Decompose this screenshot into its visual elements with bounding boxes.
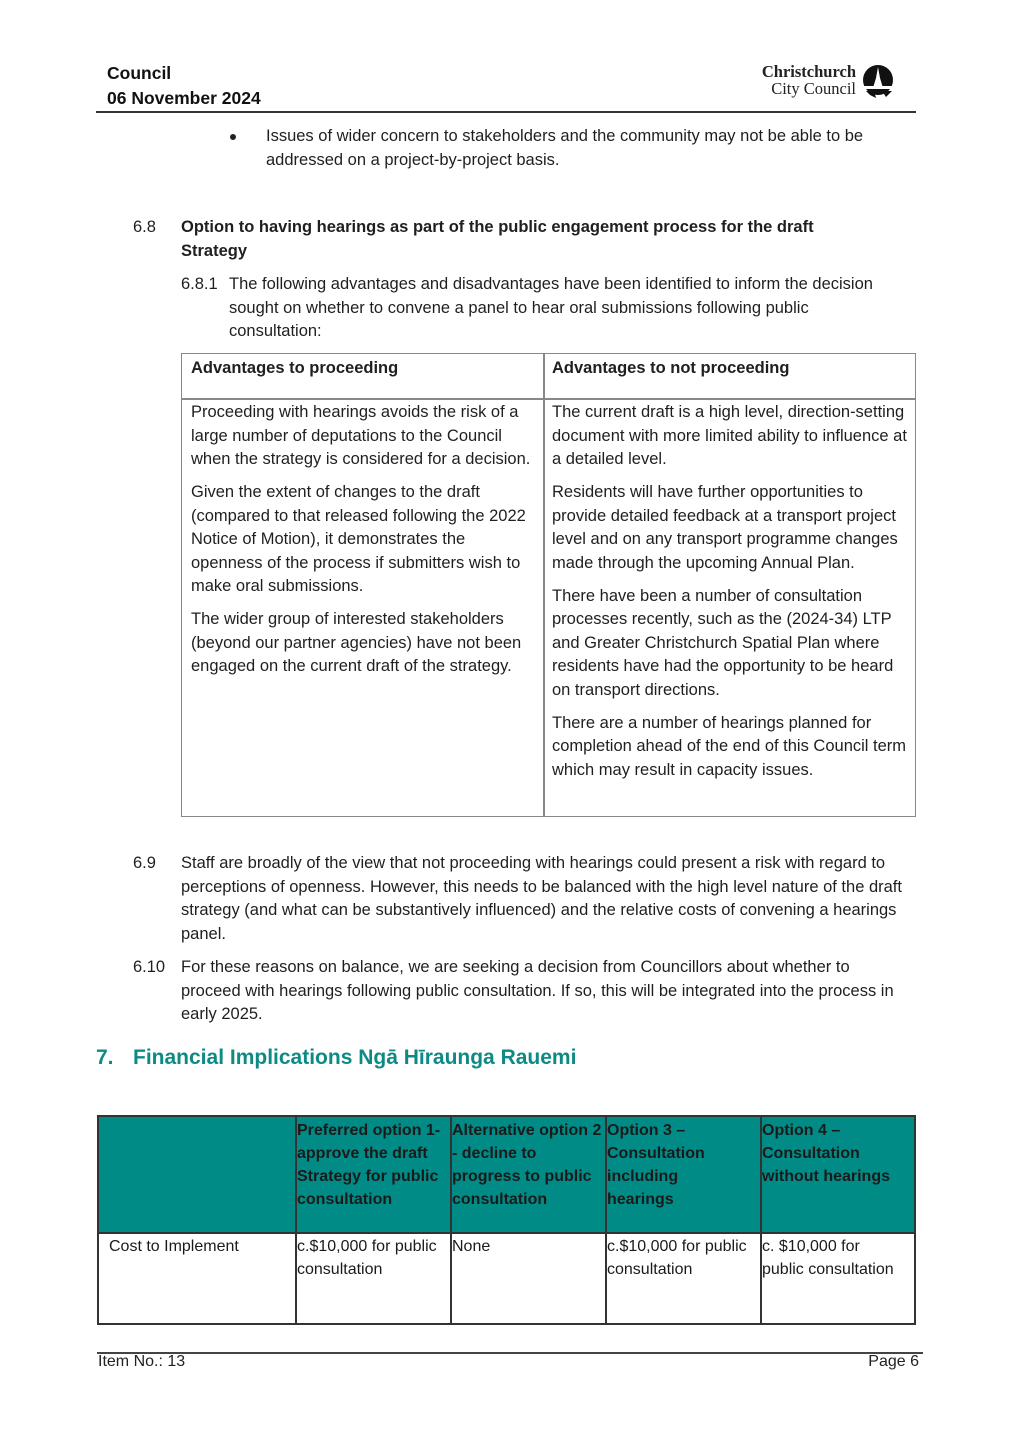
header-meeting-info: [107, 61, 261, 111]
header-advantages-proceeding: Advantages to proceeding: [191, 359, 399, 377]
row-label-cost-to-implement: Cost to Implement: [109, 1238, 239, 1255]
section-text: For these reasons on balance, we are seeking a decision from Councillors about whether to proceed with hearings following public consultation. If so, this will be integrated into the process in early 2025.: [181, 958, 894, 1023]
not-proceeding-column: [552, 401, 912, 792]
logo-line-1: Christchurch: [761, 62, 856, 81]
section-title: Financial Implications Ngā Hīraunga Rauemi: [133, 1046, 577, 1069]
section-number: 6.10: [133, 958, 166, 976]
footer-page-number: Page 6: [868, 1353, 919, 1370]
section-text: Staff are broadly of the view that not proceeding with hearings could present a risk with regard to perceptions of openness. However, this needs to be balanced with the high level nature of the draft strategy (and what can be substantively influenced) and the relative costs of convening a hearings panel.: [181, 854, 902, 943]
cell-option-4-cost: c. $10,000 for public consultation: [762, 1238, 894, 1278]
not-proceeding-point: There are a number of hearings planned for completion ahead of the end of this Council term which may result in capacity issues.: [552, 713, 907, 779]
proceeding-point: Given the extent of changes to the draft (compared to that released following the 2022 Notice of Motion), it demonstrates the openness of the process if submitters wish to make oral submissions.: [191, 483, 526, 595]
header-divider: [96, 111, 916, 113]
section-7-heading: [96, 1046, 576, 1070]
proceeding-point: Proceeding with hearings avoids the risk of a large number of deputations to the Council when the strategy is considered for a decision.: [191, 403, 531, 468]
footer-item-number: Item No.: 13: [98, 1353, 186, 1370]
logo-line-2: City Council: [771, 79, 856, 98]
header-preferred-option-1: Preferred option 1- approve the draft Strategy for public consultation: [297, 1122, 441, 1208]
section-title: Option to having hearings as part of the public engagement process for the draft Strategy: [181, 218, 814, 260]
christchurch-cathedral-logo-icon: [860, 64, 896, 100]
cell-option-3-cost: c.$10,000 for public consultation: [607, 1238, 747, 1278]
not-proceeding-point: There have been a number of consultation processes recently, such as the (2024-34) LTP and Greater Christchurch Spatial Plan where residents have had the opportunity to be heard on transport directions.: [552, 586, 894, 699]
section-number: 7.: [96, 1046, 114, 1069]
subsection-number: 6.8.1: [181, 275, 218, 293]
section-number: 6.8: [133, 218, 156, 236]
bullet-icon: [230, 134, 236, 140]
bullet-text: Issues of wider concern to stakeholders and the community may not be able to be addressed on a project-by-project basis.: [266, 127, 864, 169]
table-header-divider: [182, 398, 915, 400]
financial-implications-table: [97, 1115, 916, 1325]
cell-option-2-cost: None: [452, 1238, 491, 1255]
header-alternative-option-2: Alternative option 2 - decline to progress to public consultation: [452, 1122, 602, 1208]
advantages-table: [181, 353, 916, 817]
footer-divider: [97, 1352, 923, 1354]
section-number: 6.9: [133, 854, 156, 872]
header-option-3: Option 3 – Consultation including hearings: [607, 1122, 705, 1208]
header-option-4: Option 4 – Consultation without hearings: [762, 1122, 890, 1185]
subsection-text: The following advantages and disadvantages have been identified to inform the decision sought on whether to convene a panel to hear oral submissions following public consultation:: [229, 275, 873, 340]
not-proceeding-point: Residents will have further opportunities to provide detailed feedback at a transport project level and on any transport programme changes made through the upcoming Annual Plan.: [552, 483, 898, 572]
proceeding-column: [191, 401, 536, 688]
council-logo: [748, 63, 898, 103]
cell-option-1-cost: c.$10,000 for public consultation: [297, 1238, 437, 1278]
table-column-divider: [543, 354, 545, 816]
meeting-name: Council: [107, 63, 172, 83]
proceeding-point: The wider group of interested stakeholders (beyond our partner agencies) have not been engaged on the current draft of the strategy.: [191, 610, 522, 675]
row-divider: [99, 1232, 914, 1234]
meeting-date: 06 November 2024: [107, 88, 261, 108]
not-proceeding-point: The current draft is a high level, direction-setting document with more limited ability to influence at a detailed level.: [552, 403, 907, 468]
header-advantages-not-proceeding: Advantages to not proceeding: [552, 359, 790, 377]
